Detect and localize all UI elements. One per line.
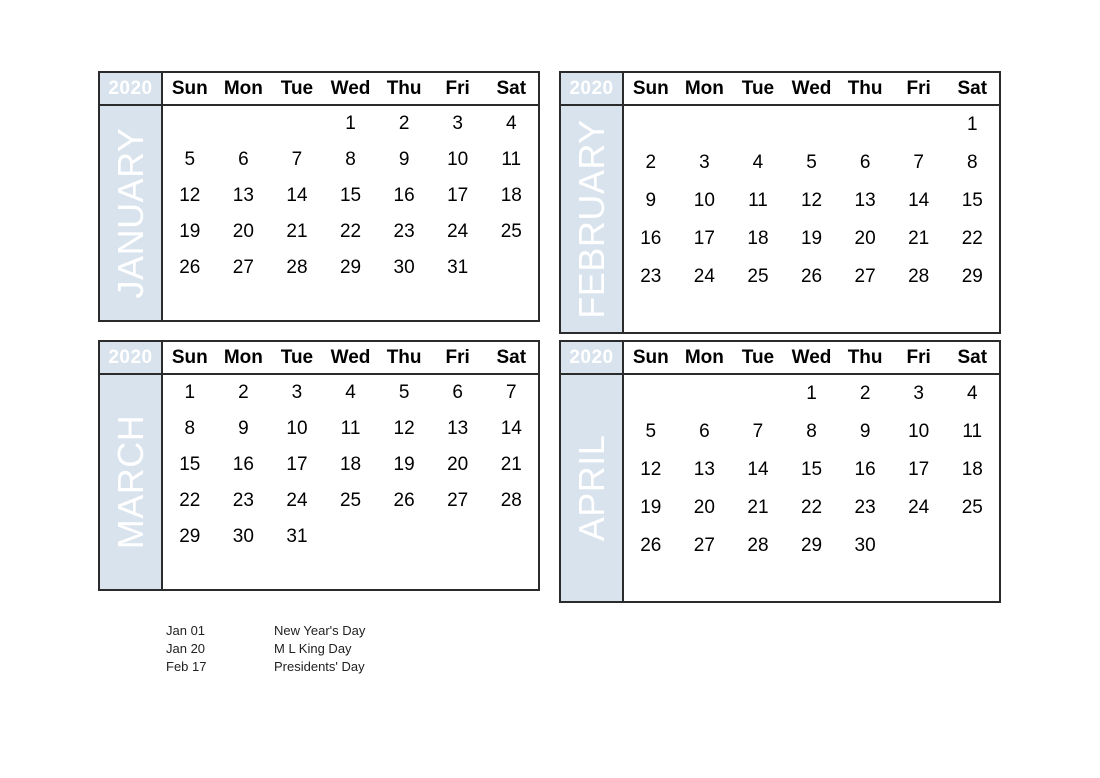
day-cell [324,519,378,555]
weekday-label: Mon [684,346,724,368]
year-label: 2020 [100,73,163,104]
week-row [624,375,999,413]
weekday-label: Sat [496,77,527,99]
day-cell: 14 [286,185,308,206]
day-cell: 4 [345,382,356,403]
day-cell: 25 [500,221,522,242]
day-cell: 31 [286,526,308,547]
day-cell: 22 [339,221,362,242]
month-side-panel [561,375,624,601]
day-cell: 25 [747,266,769,287]
week-row [163,214,538,250]
month-side-panel [100,106,163,320]
calendar-header [561,73,999,106]
day-cell: 11 [748,190,768,211]
day-cell [217,106,271,142]
day-grid [163,375,538,589]
day-cell [892,527,946,565]
day-cell: 30 [393,257,415,278]
day-cell: 1 [806,383,817,404]
day-cell: 5 [806,152,817,173]
day-cell: 18 [500,185,522,206]
weekday-label: Mon [684,77,724,99]
weekday-label: Fri [445,77,470,99]
day-cell: 13 [693,459,715,480]
day-cell [484,250,538,286]
weekday-label: Thu [386,77,422,99]
day-cell: 20 [232,221,254,242]
day-cell [785,106,839,144]
day-cell: 14 [500,418,522,439]
day-cell: 24 [286,490,308,511]
day-cell [678,106,732,144]
weekday-label: Thu [847,346,883,368]
day-cell: 30 [854,535,876,556]
calendar-april [559,340,1001,603]
week-row [163,250,538,286]
weekday-row [163,73,538,104]
day-cell: 10 [447,149,469,170]
week-row [624,413,999,451]
weekday-label: Thu [847,77,883,99]
year-label: 2020 [561,342,624,373]
day-cell [731,106,785,144]
day-cell: 13 [232,185,254,206]
day-cell: 2 [238,382,249,403]
day-cell: 17 [908,459,930,480]
day-cell: 21 [747,497,769,518]
day-cell: 8 [966,152,978,173]
day-cell: 1 [184,382,196,403]
week-row [163,519,538,555]
week-row [163,447,538,483]
day-cell: 16 [640,228,662,249]
day-cell: 7 [752,421,764,442]
day-cell: 15 [179,454,201,475]
day-cell: 20 [854,228,876,249]
day-cell: 5 [645,421,657,442]
week-row [163,483,538,519]
weekday-label: Tue [741,77,775,99]
weekday-label: Sun [171,346,208,368]
day-cell: 14 [747,459,769,480]
holiday-item [166,621,365,639]
day-cell: 1 [966,114,978,135]
day-grid [163,106,538,320]
day-cell: 28 [747,535,769,556]
day-cell: 24 [693,266,715,287]
day-cell: 17 [693,228,715,249]
day-cell: 15 [339,185,362,206]
week-row [163,142,538,178]
day-cell [163,106,217,142]
weekday-label: Fri [906,77,931,99]
week-row [624,489,999,527]
day-cell: 7 [505,382,517,403]
weekday-label: Sat [957,346,988,368]
day-cell: 9 [238,418,249,439]
weekday-label: Tue [280,346,314,368]
day-cell [892,106,946,144]
day-cell: 6 [452,382,463,403]
day-cell: 24 [908,497,930,518]
weekday-label: Sun [632,77,669,99]
holiday-date: Jan 20 [166,640,206,656]
day-cell [431,519,485,555]
day-cell [484,519,538,555]
week-row [624,106,999,144]
day-cell: 16 [854,459,876,480]
year-label: 2020 [561,73,624,104]
day-cell: 13 [854,190,876,211]
day-cell: 12 [179,185,201,206]
calendar-header [100,73,538,106]
weekday-label: Thu [386,346,422,368]
calendar-header [561,342,999,375]
day-cell: 21 [500,454,522,475]
holiday-name: M L King Day [274,640,352,656]
week-row [624,258,999,296]
day-cell: 19 [179,221,201,242]
holiday-date: Jan 01 [166,622,206,638]
month-name: MARCH [109,414,151,550]
day-cell: 6 [699,421,710,442]
weekday-label: Fri [445,346,470,368]
day-cell: 19 [640,497,662,518]
day-cell: 27 [232,257,254,278]
day-cell [678,375,732,413]
weekday-label: Wed [791,77,832,99]
weekday-row [163,342,538,373]
day-cell: 27 [447,490,469,511]
weekday-label: Sun [171,77,208,99]
day-cell: 10 [908,421,930,442]
day-cell: 7 [291,149,303,170]
month-side-panel [100,375,163,589]
week-row [163,375,538,411]
day-cell [624,375,678,413]
calendar-march [98,340,540,591]
week-row [624,144,999,182]
week-row [163,411,538,447]
day-cell: 21 [286,221,308,242]
day-cell: 13 [447,418,469,439]
week-row [624,451,999,489]
day-cell [270,106,324,142]
day-cell: 22 [961,228,983,249]
day-cell: 8 [345,149,356,170]
holiday-date: Feb 17 [166,658,207,674]
day-cell: 16 [232,454,254,475]
day-cell: 2 [859,383,871,404]
weekday-label: Mon [223,346,263,368]
day-cell: 4 [505,113,517,134]
day-cell [838,106,892,144]
day-grid [624,106,999,332]
day-cell: 29 [961,266,983,287]
day-cell: 15 [961,190,983,211]
calendar-january [98,71,540,322]
day-cell: 28 [286,257,308,278]
month-name: FEBRUARY [570,119,612,319]
weekday-label: Wed [330,77,371,99]
day-cell: 5 [398,382,410,403]
day-cell: 25 [339,490,362,511]
week-row [624,182,999,220]
month-name: JANUARY [109,127,151,299]
day-cell: 22 [179,490,201,511]
day-cell: 15 [800,459,823,480]
day-cell: 27 [854,266,876,287]
day-cell: 11 [501,149,522,170]
weekday-row [624,73,999,104]
day-cell: 31 [447,257,469,278]
day-cell: 7 [913,152,924,173]
weekday-label: Sat [957,77,988,99]
weekday-label: Wed [330,346,371,368]
calendar-header [100,342,538,375]
day-cell: 8 [184,418,196,439]
week-row [163,106,538,142]
day-cell: 2 [645,152,657,173]
holiday-item [166,639,365,657]
day-cell: 29 [800,535,823,556]
day-cell: 12 [393,418,415,439]
day-cell: 20 [693,497,715,518]
day-cell: 8 [806,421,817,442]
calendar-february [559,71,1001,334]
week-row [624,220,999,258]
day-cell: 29 [179,526,201,547]
year-label: 2020 [100,342,163,373]
day-cell [624,106,678,144]
day-cell: 22 [800,497,823,518]
day-cell: 21 [908,228,930,249]
day-cell: 24 [447,221,469,242]
day-cell: 3 [913,383,924,404]
day-cell: 25 [961,497,983,518]
weekday-label: Sun [632,346,669,368]
weekday-label: Wed [791,346,832,368]
weekday-label: Mon [223,77,263,99]
day-cell: 30 [232,526,254,547]
holiday-item [166,657,365,675]
day-cell: 4 [966,383,978,404]
day-cell: 26 [800,266,823,287]
day-cell: 16 [393,185,415,206]
week-row [624,527,999,565]
day-cell: 12 [640,459,662,480]
day-cell: 9 [645,190,657,211]
day-cell: 18 [339,454,362,475]
day-cell: 14 [908,190,930,211]
weekday-label: Sat [496,346,527,368]
day-cell: 26 [179,257,201,278]
day-cell: 11 [962,421,983,442]
day-cell: 17 [286,454,308,475]
day-cell: 5 [184,149,196,170]
day-cell [731,375,785,413]
day-cell: 28 [908,266,930,287]
day-cell: 27 [693,535,715,556]
day-cell [377,519,431,555]
day-cell: 17 [447,185,469,206]
day-cell: 2 [398,113,410,134]
day-cell: 9 [398,149,410,170]
month-name: APRIL [570,434,612,542]
day-cell: 23 [640,266,662,287]
day-cell: 6 [238,149,249,170]
holiday-list [166,621,365,675]
weekday-label: Fri [906,346,931,368]
day-cell: 18 [747,228,769,249]
day-cell: 19 [393,454,415,475]
day-cell: 26 [393,490,415,511]
day-grid [624,375,999,601]
day-cell: 20 [447,454,469,475]
weekday-row [624,342,999,373]
holiday-name: Presidents' Day [274,658,365,674]
day-cell: 1 [345,113,356,134]
weekday-label: Tue [280,77,314,99]
day-cell: 26 [640,535,662,556]
day-cell: 28 [500,490,522,511]
weekday-label: Tue [741,346,775,368]
day-cell: 12 [800,190,823,211]
day-cell: 18 [961,459,983,480]
day-cell: 4 [752,152,764,173]
month-side-panel [561,106,624,332]
week-row [163,178,538,214]
day-cell: 3 [452,113,463,134]
day-cell: 3 [291,382,303,403]
day-cell: 23 [393,221,415,242]
day-cell: 10 [286,418,308,439]
day-cell: 19 [800,228,823,249]
day-cell: 29 [339,257,362,278]
day-cell: 11 [340,418,361,439]
day-cell: 6 [859,152,871,173]
day-cell [945,527,999,565]
holiday-name: New Year's Day [274,622,366,638]
day-cell: 9 [859,421,871,442]
day-cell: 23 [232,490,254,511]
day-cell: 10 [693,190,715,211]
day-cell: 23 [854,497,876,518]
day-cell: 3 [699,152,710,173]
